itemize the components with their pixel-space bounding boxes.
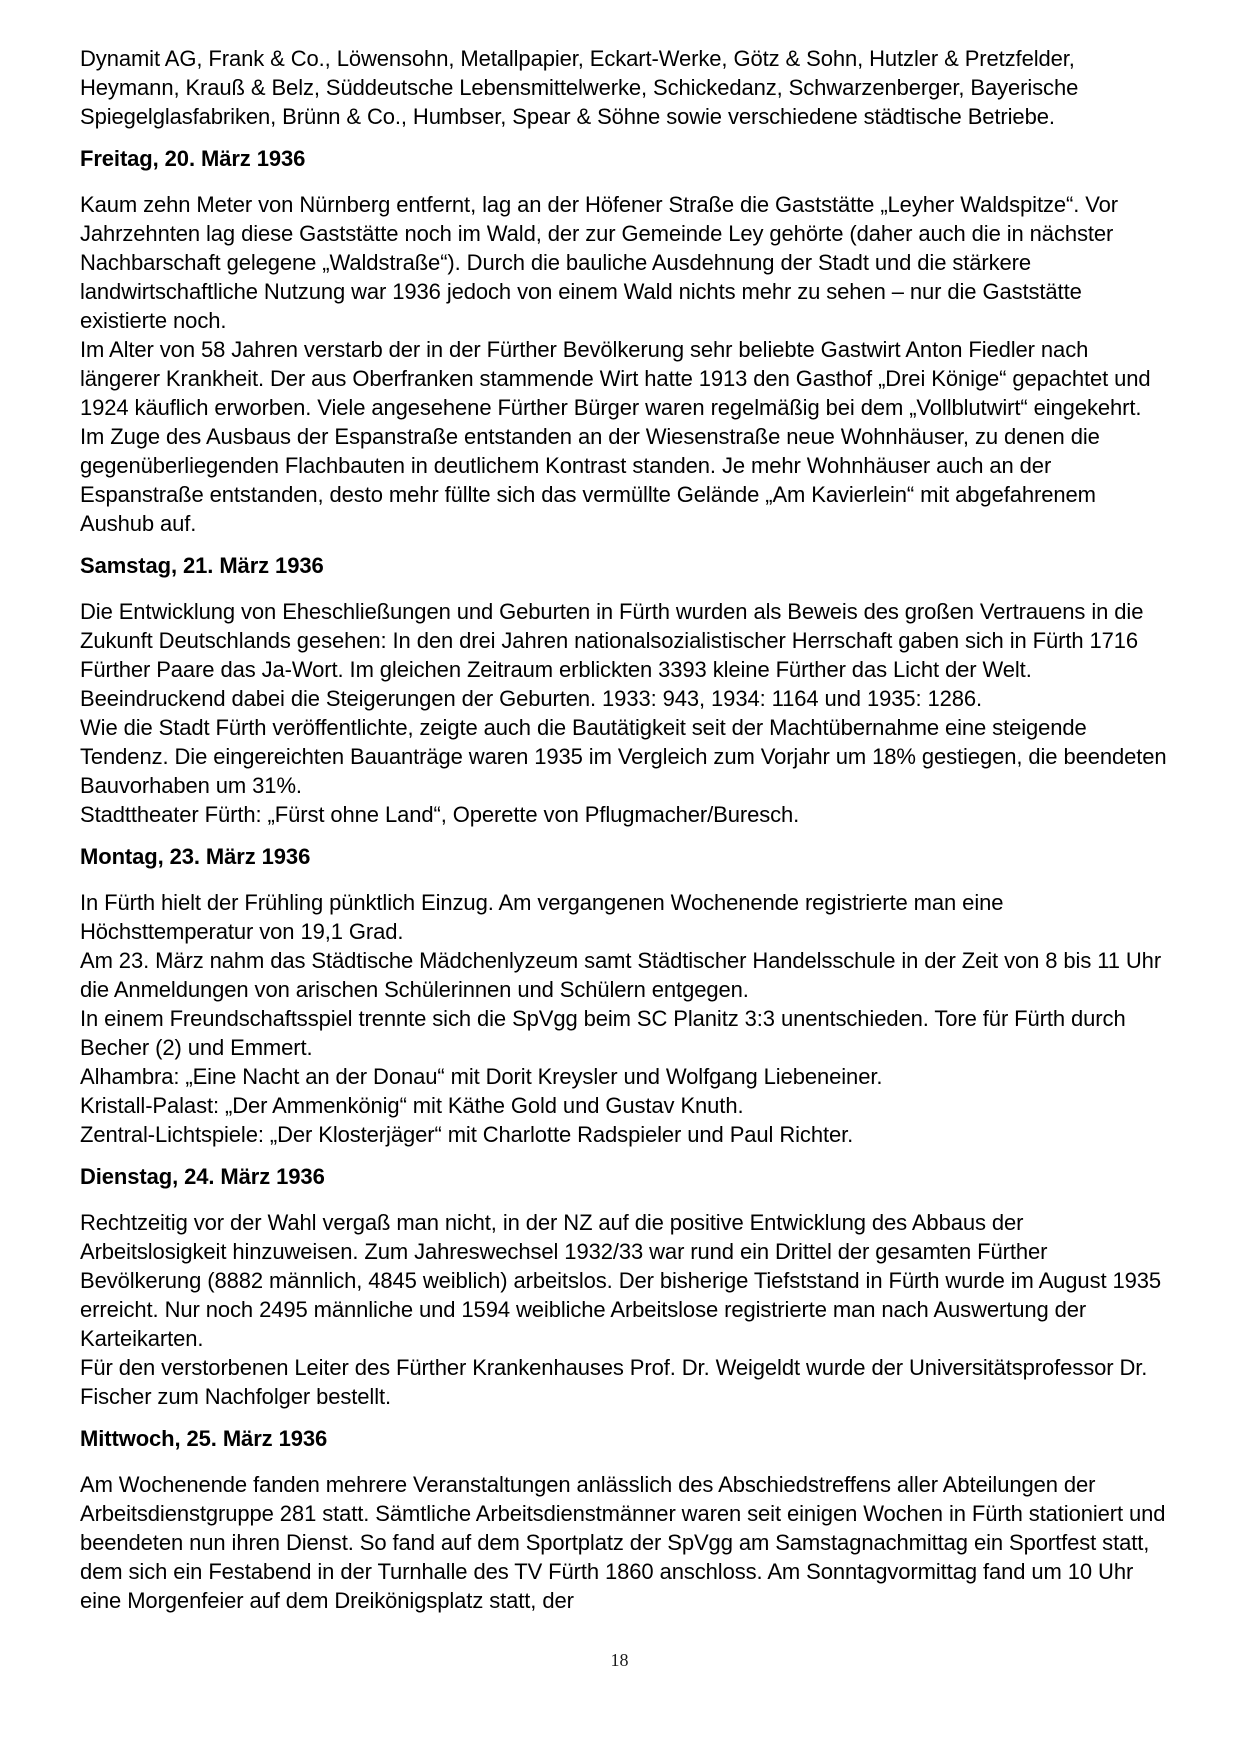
paragraph: Rechtzeitig vor der Wahl vergaß man nicht, in der NZ auf die positive Entwicklung des Abbaus der Arbeitslosigkeit hinzuweisen. Zum Jahreswechsel 1932/33 war rund ein Drittel der gesamten Fürther Bevölkerung (8882 männlich, 4845 weiblich) arbeitslos. Der bisherige Tiefststand in Fürth wurde im August 1935 erreicht. Nur noch 2495 männliche und 1594 weibliche Arbeitslose registrierte man nach Auswertung der Karteikarten. — [80, 1210, 1162, 1351]
section-heading-samstag-21-maerz: Samstag, 21. März 1936 — [80, 553, 324, 578]
section-heading-freitag-20-maerz: Freitag, 20. März 1936 — [80, 146, 306, 171]
document-page-content — [80, 44, 1172, 1615]
paragraph: Für den verstorbenen Leiter des Fürther Krankenhauses Prof. Dr. Weigeldt wurde der Universitätsprofessor Dr. Fischer zum Nachfolger bestellt. — [80, 1355, 1148, 1409]
paragraph: Kaum zehn Meter von Nürnberg entfernt, lag an der Höfener Straße die Gaststätte „Leyher Waldspitze“. Vor Jahrzehnten lag diese Gaststätte noch im Wald, der zur Gemeinde Ley gehörte (daher auch die in nächster Nachbarschaft gelegene „Waldstraße“). Durch die bauliche Ausdehnung der Stadt und die stärkere landwirtschaftliche Nutzung war 1936 jedoch von einem Wald nichts mehr zu sehen – nur die Gaststätte existierte noch. — [80, 192, 1118, 333]
page-number: 18 — [610, 1650, 629, 1670]
paragraph: In einem Freundschaftsspiel trennte sich die SpVgg beim SC Planitz 3:3 unentschieden. Tore für Fürth durch Becher (2) und Emmert. — [80, 1006, 1126, 1060]
section-heading-dienstag-24-maerz: Dienstag, 24. März 1936 — [80, 1164, 325, 1189]
paragraph: Die Entwicklung von Eheschließungen und Geburten in Fürth wurden als Beweis des großen Vertrauens in die Zukunft Deutschlands gesehen: In den drei Jahren nationalsozialistischer Herrschaft gaben sich in Fürth 1716 Fürther Paare das Ja-Wort. Im gleichen Zeitraum erblickten 3393 kleine Fürther das Licht der Welt. Beeindruckend dabei die Steigerungen der Geburten. 1933: 943, 1934: 1164 und 1935: 1286. — [80, 599, 1144, 711]
paragraph: Am Wochenende fanden mehrere Veranstaltungen anlässlich des Abschiedstreffens aller Abteilungen der Arbeitsdienstgruppe 281 statt. Sämtliche Arbeitsdienstmänner waren seit einigen Wochen in Fürth stationiert und beendeten nun ihren Dienst. So fand auf dem Sportplatz der SpVgg am Samstagnachmittag ein Sportfest statt, dem sich ein Festabend in der Turnhalle des TV Fürth 1860 anschloss. Am Sonntagvormittag fand um 10 Uhr eine Morgenfeier auf dem Dreikönigsplatz statt, der — [80, 1472, 1166, 1613]
paragraph: Im Zuge des Ausbaus der Espanstraße entstanden an der Wiesenstraße neue Wohnhäuser, zu denen die gegenüberliegenden Flachbauten in deutlichem Kontrast standen. Je mehr Wohnhäuser auch an der Espanstraße entstanden, desto mehr füllte sich das vermüllte Gelände „Am Kavierlein“ mit abgefahrenem Aushub auf. — [80, 424, 1100, 536]
paragraph: Zentral-Lichtspiele: „Der Klosterjäger“ mit Charlotte Radspieler und Paul Richter. — [80, 1122, 854, 1147]
paragraph: Alhambra: „Eine Nacht an der Donau“ mit Dorit Kreysler und Wolfgang Liebeneiner. — [80, 1064, 883, 1089]
paragraph: Stadttheater Fürth: „Fürst ohne Land“, Operette von Pflugmacher/Buresch. — [80, 802, 800, 827]
section-heading-montag-23-maerz: Montag, 23. März 1936 — [80, 844, 311, 869]
paragraph: Im Alter von 58 Jahren verstarb der in der Fürther Bevölkerung sehr beliebte Gastwirt Anton Fiedler nach längerer Krankheit. Der aus Oberfranken stammende Wirt hatte 1913 den Gasthof „Drei Könige“ gepachtet und 1924 käuflich erworben. Viele angesehene Fürther Bürger waren regelmäßig bei dem „Vollblutwirt“ eingekehrt. — [80, 337, 1151, 420]
paragraph: Am 23. März nahm das Städtische Mädchenlyzeum samt Städtischer Handelsschule in der Zeit von 8 bis 11 Uhr die Anmeldungen von arischen Schülerinnen und Schülern entgegen. — [80, 948, 1162, 1002]
paragraph: In Fürth hielt der Frühling pünktlich Einzug. Am vergangenen Wochenende registrierte man eine Höchsttemperatur von 19,1 Grad. — [80, 890, 1004, 944]
paragraph: Wie die Stadt Fürth veröffentlichte, zeigte auch die Bautätigkeit seit der Machtübernahme eine steigende Tendenz. Die eingereichten Bauanträge waren 1935 im Vergleich zum Vorjahr um 18% gestiegen, die beendeten Bauvorhaben um 31%. — [80, 715, 1167, 798]
section-heading-mittwoch-25-maerz: Mittwoch, 25. März 1936 — [80, 1426, 328, 1451]
paragraph-intro-continuation: Dynamit AG, Frank & Co., Löwensohn, Metallpapier, Eckart-Werke, Götz & Sohn, Hutzler & Pretzfelder, Heymann, Krauß & Belz, Süddeutsche Lebensmittelwerke, Schickedanz, Schwarzenberger, Bayerische Spiegelglasfabriken, Brünn & Co., Humbser, Spear & Söhne sowie verschiedene städtische Betriebe. — [80, 46, 1079, 129]
paragraph: Kristall-Palast: „Der Ammenkönig“ mit Käthe Gold und Gustav Knuth. — [80, 1093, 744, 1118]
